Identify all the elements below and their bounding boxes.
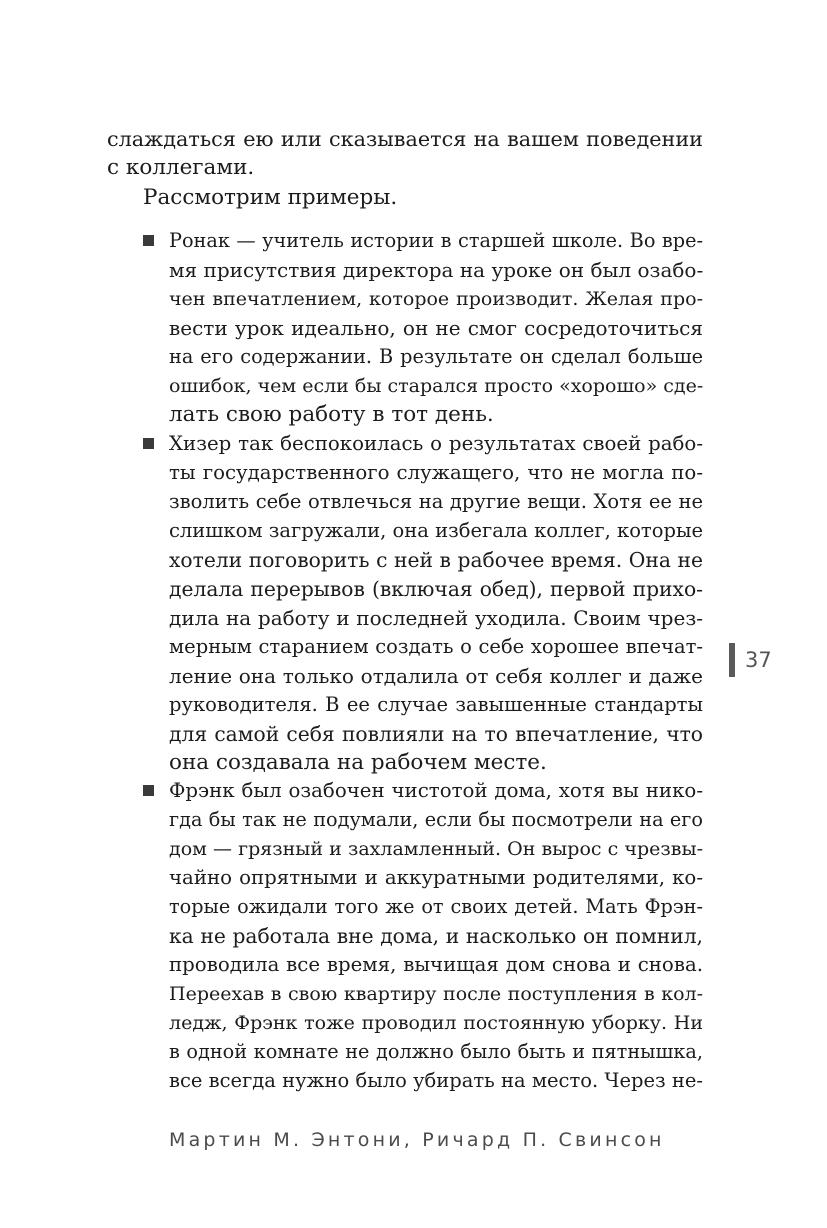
intro-line-1: слаждаться ею или сказывается на вашем поведении: [107, 127, 703, 151]
footer-authors: Мартин М. Энтони, Ричард П. Свинсон: [169, 1129, 665, 1151]
bullet-3-line-2: гда бы так не подумали, если бы посмотрели на его: [169, 808, 703, 831]
bullet-2-line-5: хотели поговорить с ней в рабочее время. Она не: [169, 548, 703, 572]
bullet-3-line-5: торые ожидали того же от своих детей. Мать Фрэн-: [169, 895, 703, 918]
bullet-2-line-9: ление она только отдалила от себя коллег и даже: [169, 664, 703, 688]
bullet-1-line-3: чен впечатлением, которое производит. Желая про-: [169, 288, 703, 310]
bullet-2-line-10: руководителя. В ее случае завышенные стандарты: [169, 693, 703, 716]
bullet-1-line-2: мя присутствия директора на уроке он был озабо-: [169, 258, 704, 282]
bullet-1-line-6: ошибок, чем если бы старался просто «хорошо» сде-: [169, 375, 704, 397]
bullet-2-line-1: Хизер так беспокоилась о результатах своей рабо-: [169, 432, 703, 455]
bullet-1-line-7: лать свою работу в тот день.: [169, 402, 494, 427]
bullet-2-line-2: ты государственного служащего, что не могла по-: [169, 461, 703, 484]
bullet-1-line-1: Ронак — учитель истории в старшей школе. Во вре-: [169, 229, 703, 252]
bullet-3-line-6: ка не работала вне дома, и насколько он помнил,: [169, 924, 703, 948]
bullet-2-line-7: дила на работу и последней уходила. Своим чрез-: [169, 606, 703, 630]
bullet-3-line-8: Переехав в свою квартиру после поступления в кол-: [169, 983, 703, 1005]
bullet-3-line-3: дом — грязный и захламленный. Он вырос с чрезвы-: [169, 838, 703, 860]
bullet-3-line-7: проводила все время, вычищая дом снова и снова.: [169, 953, 703, 976]
bullet-2-line-11: для самой себя повлияли на то впечатление, что: [169, 722, 703, 746]
bullet-2-line-4: слишком загружали, она избегала коллег, которые: [169, 519, 703, 542]
bullet-3-line-1: Фрэнк был озабочен чистотой дома, хотя вы нико-: [169, 779, 703, 802]
intro-line-2: с коллегами.: [107, 155, 255, 180]
examples-heading: Рассмотрим примеры.: [143, 185, 398, 210]
bullet-3-line-10: в одной комнате не должно было быть и пятнышка,: [169, 1040, 703, 1063]
page-number-bar: [729, 643, 735, 677]
bullet-marker-1: [143, 235, 154, 246]
bullet-2-line-12: она создавала на рабочем месте.: [169, 750, 547, 775]
bullet-3-line-9: ледж, Фрэнк тоже проводил постоянную уборку. Ни: [169, 1012, 703, 1034]
bullet-2-line-6: делала перерывов (включая обед), первой прихо-: [169, 577, 703, 601]
bullet-3-line-11: все всегда нужно было убирать на место. Через не-: [169, 1069, 703, 1092]
bullet-1-line-5: на его содержании. В результате он сделал больше: [169, 345, 703, 368]
bullet-1-line-4: вести урок идеально, он не смог сосредоточиться: [169, 316, 703, 340]
bullet-3-line-4: чайно опрятными и аккуратными родителями, ко-: [169, 866, 703, 889]
page-number: 37: [745, 648, 772, 672]
bullet-2-line-8: мерным старанием создать о себе хорошее впечат-: [169, 635, 703, 658]
bullet-marker-2: [143, 438, 154, 449]
bullet-2-line-3: зволить себе отвлечься на другие вещи. Хотя ее не: [169, 490, 703, 513]
bullet-marker-3: [143, 785, 154, 796]
